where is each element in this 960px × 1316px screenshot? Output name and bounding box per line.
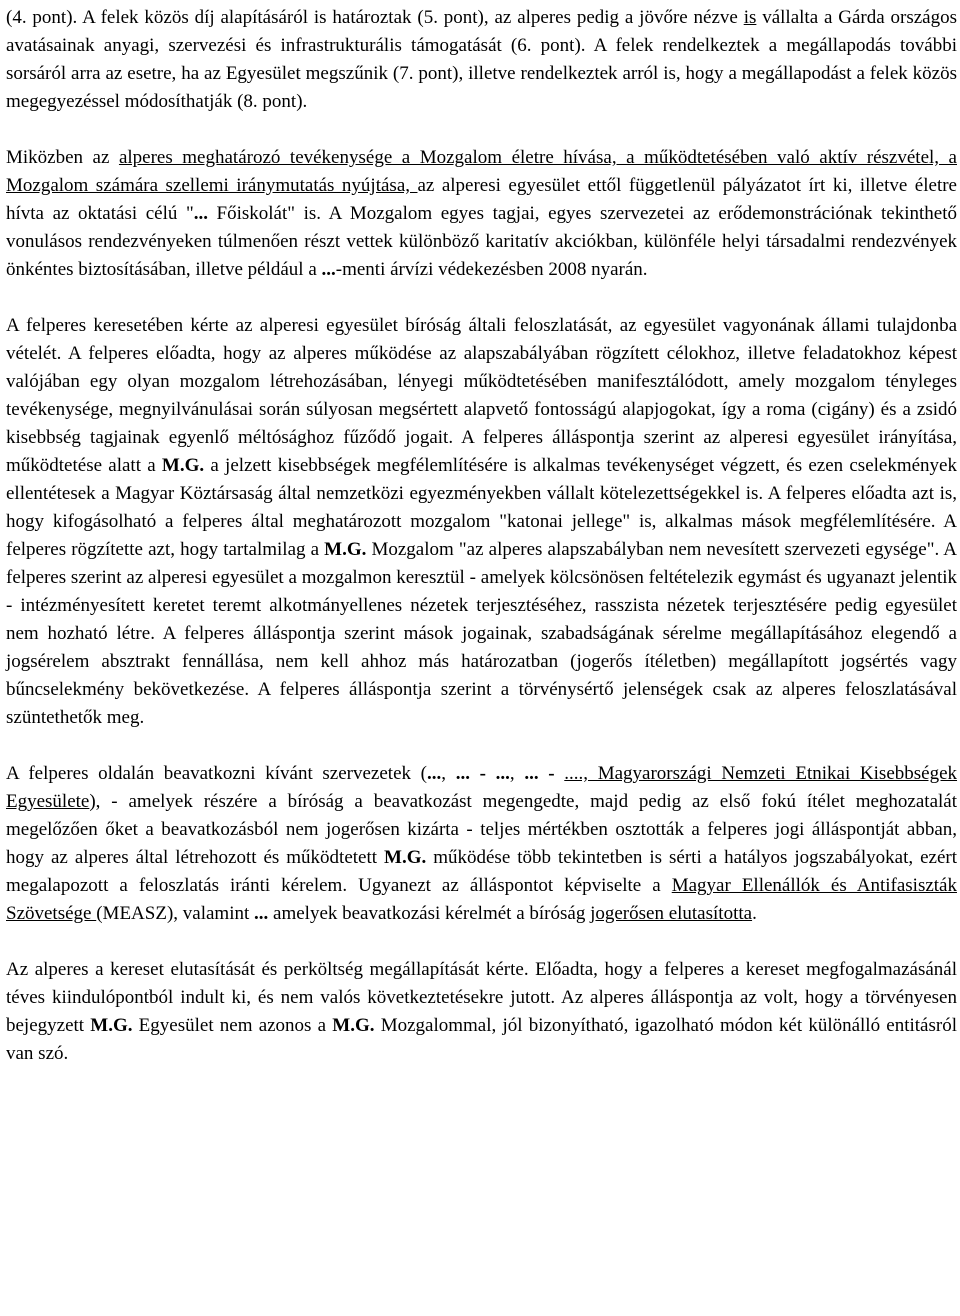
text: a jelzett kisebbségek megfélemlítésére is alkalmas tevékenységet végzett, és ezen cselekmények ellentétesek a Magyar Köztársaság által nemzetközi egyezményekben vállalt kötelezettségekkel is. A felperes előadta azt is, hogy kifogásolható a felperes által meghatározott mozgalom "katonai jellege" is, alkalmas mások megfélemlítésére. A felperes rögzítette azt, hogy tartalmilag a	[6, 455, 957, 560]
bold-abbreviation: M.G.	[90, 1015, 133, 1036]
paragraph-gap	[6, 732, 957, 760]
underlined-text: jogerősen elutasította	[590, 903, 753, 924]
text: Főiskolát" is. A Mozgalom egyes tagjai, egyes szervezetei az erődemonstrációnak tekinthető vonulásos rendezvényeken túlmenően részt vettek különböző karitatív akciókban, különféle helyi társadalmi rendezvények önkéntes biztosításában, illetve például a	[6, 203, 957, 280]
text: A felperes oldalán beavatkozni kívánt szervezetek (	[6, 763, 428, 784]
text: ,	[441, 763, 456, 784]
paragraph-agreement-terms	[6, 4, 957, 116]
bold-abbreviation: M.G.	[384, 847, 427, 868]
paragraph-defendant-response	[6, 956, 957, 1068]
redacted-name: ...	[321, 259, 336, 280]
paragraph-movement-activities	[6, 144, 957, 284]
paragraph-gap	[6, 284, 957, 312]
text: .	[752, 903, 757, 924]
redacted-name: ... -	[524, 763, 555, 784]
text: vállalta a Gárda országos avatásainak anyagi, szervezési és infrastrukturális támogatását (6. pont). A felek rendelkeztek a megállapodás további sorsáról arra az esetre, ha az Egyesület megszűnik (7. pont), illetve rendelkeztek arról is, hogy a megállapodást a felek közös megegyezéssel módosíthatják (8. pont).	[6, 7, 957, 112]
paragraph-intervening-organizations	[6, 760, 957, 928]
bold-abbreviation: M.G.	[332, 1015, 375, 1036]
bold-abbreviation: M.G.	[324, 539, 367, 560]
text	[555, 763, 565, 784]
text: (4. pont). A felek közös díj alapításáról is határoztak (5. pont), az alperes pedig a jövőre nézve	[6, 7, 744, 28]
text: Mozgalom "az alperes alapszabályban nem nevesített szervezeti egysége". A felperes szerint az alperesi egyesület a mozgalmon keresztül - amelyek kölcsönösen feltételezik egymást és ugyanazt jelentik - intézményesített keretet teremt alkotmányellenes nézetek terjesztéséhez, rasszista nézetek terjesztésére pedig egyesület nem hozható létre. A felperes álláspontja szerint mások jogainak, szabadságának sérelme megállapításához elegendő a jogsérelem absztrakt fennállása, nem kell ahhoz más határozatban (jogerős ítéletben) megállapított jogsértés vagy bűncselekmény bekövetkezése. A felperes álláspontja szerint a törvénysértő jelenségek csak az alperes feloszlatásával szüntethetők meg.	[6, 539, 957, 728]
text: Mozgalommal, jól bizonyítható, igazolható módon két különálló entitásról van szó.	[6, 1015, 957, 1064]
underlined-text: ...., Magyarországi Nemzeti Etnikai Kisebbségek Egyesülete	[6, 763, 958, 812]
text: Egyesület nem azonos a	[132, 1015, 333, 1036]
paragraph-gap	[6, 116, 957, 144]
text: ,	[509, 763, 525, 784]
redacted-name: ... - ...	[455, 763, 510, 784]
text: ), - amelyek részére a bíróság a beavatkozást megengedte, majd pedig az első fokú ítélet meghozatalát megelőzően őket a beavatkozásból nem jogerősen kizárta - teljes mértékben osztották a felperes jogi álláspontját abban, hogy az alperes által létrehozott és működtetett	[6, 791, 957, 868]
paragraph-plaintiff-claim	[6, 312, 957, 732]
text: -menti árvízi védekezésben 2008 nyarán.	[335, 259, 648, 280]
text: amelyek beavatkozási kérelmét a bíróság	[268, 903, 591, 924]
text: (MEASZ), valamint	[96, 903, 255, 924]
redacted-name: ...	[193, 203, 208, 224]
text: működése több tekintetben is sérti a hatályos jogszabályokat, ezért megalapozott a feloszlatás iránti kérelem. Ugyanezt az álláspontot képviselte a	[6, 847, 957, 896]
text: A felperes keresetében kérte az alperesi egyesület bíróság általi feloszlatását, az egyesület vagyonának állami tulajdonba vételét. A felperes előadta, hogy az alperes működése az alapszabályában rögzített célokhoz, illetve feladatokhoz képest valójában egy olyan mozgalom létrehozásában, lényegi működtetésében manifesztálódott, amely mozgalom tényleges tevékenysége, megnyilvánulásai során súlyosan megsértett alapvető fontosságú alapjogokat, így a roma (cigány) és a zsidó kisebbség tagjainak egyenlő méltósághoz fűződő jogait. A felperes álláspontja szerint az alperesi egyesület irányítása, működtetése alatt a	[6, 315, 957, 476]
text: Miközben az	[6, 147, 119, 168]
bold-abbreviation: M.G.	[161, 455, 205, 476]
redacted-name: ...	[254, 903, 269, 924]
redacted-name: ...	[427, 763, 442, 784]
underlined-text: is	[743, 7, 757, 28]
text: Az alperes a kereset elutasítását és perköltség megállapítását kérte. Előadta, hogy a felperes a kereset megfogalmazásánál téves kiindulópontból indult ki, és nem valós következtetésekre jutott. Az alperes álláspontja az volt, hogy a törvényesen bejegyzett	[6, 959, 957, 1036]
text: az alperesi egyesület ettől függetlenül pályázatot írt ki, illetve életre hívta az oktatási célú "	[6, 175, 957, 224]
paragraph-gap	[6, 928, 957, 956]
underlined-text: Magyar Ellenállók és Antifasiszták Szövetsége	[6, 875, 957, 924]
underlined-text: alperes meghatározó tevékenysége a Mozgalom életre hívása, a működtetésében való aktív részvétel, a Mozgalom számára szellemi iránymutatás nyújtása,	[6, 147, 957, 196]
